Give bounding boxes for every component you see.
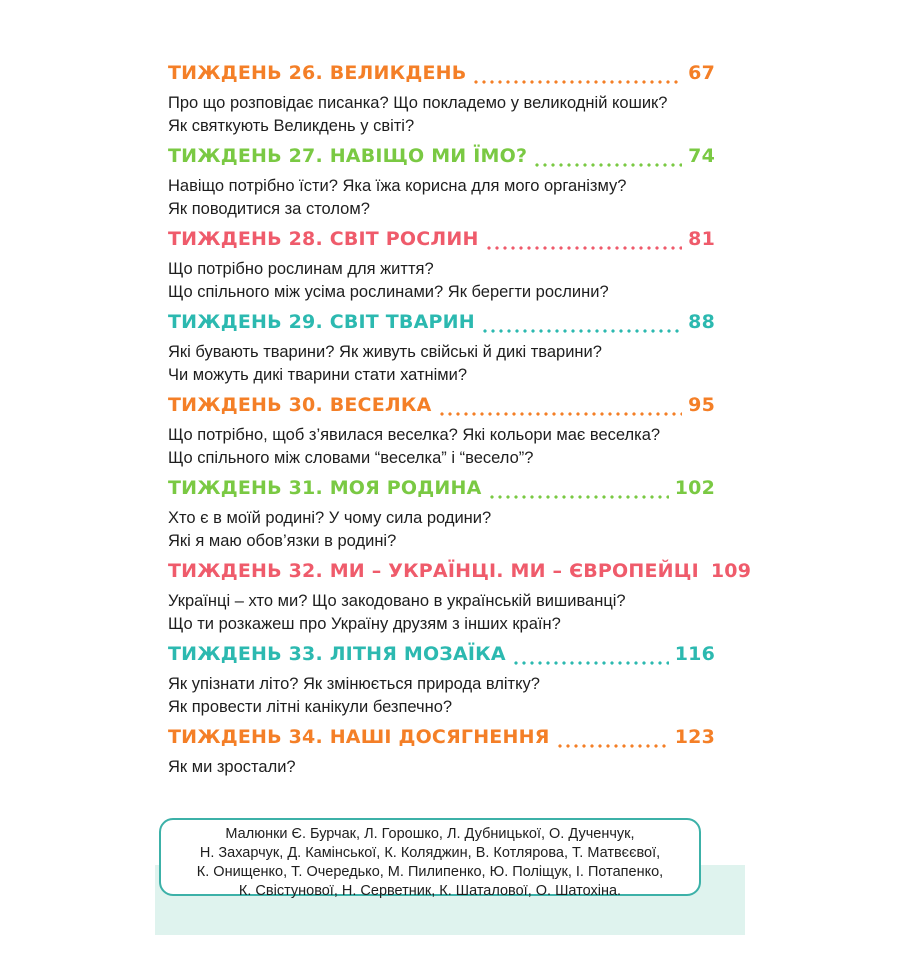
credits-line: К. Онищенко, Т. Очередько, М. Пилипенко, Ю. Поліщук, І. Потапенко,	[196, 864, 664, 880]
toc-page-number: 102	[674, 477, 715, 499]
toc-description-line: Що ти розкажеш про Україну друзям з інших країн?	[168, 615, 561, 633]
dot-leader	[485, 246, 683, 250]
toc-heading[interactable]	[168, 560, 752, 590]
toc-description	[168, 590, 715, 636]
toc-entry	[168, 145, 715, 228]
toc-description	[168, 756, 715, 779]
toc-title: ТИЖДЕНЬ 33. ЛІТНЯ МОЗАЇКА	[168, 643, 506, 665]
dot-leader	[533, 163, 682, 167]
toc-page-number: 88	[688, 311, 715, 333]
toc-page-number: 95	[688, 394, 715, 416]
toc-description-line: Навіщо потрібно їсти? Яка їжа корисна для мого організму?	[168, 177, 627, 195]
toc-title: ТИЖДЕНЬ 29. СВІТ ТВАРИН	[168, 311, 475, 333]
toc-heading[interactable]	[168, 311, 715, 341]
toc-page-number: 123	[674, 726, 715, 748]
toc-heading[interactable]	[168, 62, 715, 92]
toc-description-line: Що потрібно рослинам для життя?	[168, 260, 434, 278]
toc-page-number: 116	[674, 643, 715, 665]
toc-heading[interactable]	[168, 477, 715, 507]
toc-description-line: Хто є в моїй родині? У чому сила родини?	[168, 509, 492, 527]
toc-description-line: Що спільного між усіма рослинами? Як берегти рослини?	[168, 283, 609, 301]
toc-entry	[168, 560, 752, 643]
toc-description-line: Як поводитися за столом?	[168, 200, 370, 218]
toc-title: ТИЖДЕНЬ 28. СВІТ РОСЛИН	[168, 228, 479, 250]
toc-entry	[168, 726, 715, 809]
toc-description-line: Як ми зростали?	[168, 758, 296, 776]
toc-description	[168, 175, 715, 221]
toc-description-line: Які я маю обов’язки в родині?	[168, 532, 397, 550]
toc-entry	[168, 311, 715, 394]
toc-title: ТИЖДЕНЬ 31. МОЯ РОДИНА	[168, 477, 482, 499]
toc-title: ТИЖДЕНЬ 32. МИ – УКРАЇНЦІ. МИ – ЄВРОПЕЙЦІ	[168, 560, 699, 582]
toc-heading[interactable]	[168, 643, 715, 673]
illustrator-credits	[159, 818, 701, 899]
dot-leader	[472, 80, 682, 84]
toc-description	[168, 341, 715, 387]
toc-heading[interactable]	[168, 726, 715, 756]
toc-entry	[168, 477, 715, 560]
toc-title: ТИЖДЕНЬ 26. ВЕЛИКДЕНЬ	[168, 62, 467, 84]
toc-description-line: Українці – хто ми? Що закодовано в українській вишиванці?	[168, 592, 626, 610]
book-page	[155, 40, 752, 935]
toc-description	[168, 92, 715, 138]
credits-line: Малюнки Є. Бурчак, Л. Горошко, Л. Дубницької, О. Дученчук,	[225, 826, 635, 842]
toc-page-number: 67	[688, 62, 715, 84]
toc-heading[interactable]	[168, 145, 715, 175]
dot-leader	[512, 661, 669, 665]
toc-description-line: Що потрібно, щоб з’явилася веселка? Які кольори має веселка?	[168, 426, 661, 444]
credits-line: К. Свістунової, Н. Серветник, К. Шаталової, О. Шатохіна.	[238, 883, 622, 899]
toc-description-line: Про що розповідає писанка? Що покладемо у великодній кошик?	[168, 94, 668, 112]
dot-leader	[481, 329, 682, 333]
toc-description-line: Як упізнати літо? Як змінюється природа влітку?	[168, 675, 540, 693]
toc-heading[interactable]	[168, 228, 715, 258]
toc-entry	[168, 394, 715, 477]
dot-leader	[556, 744, 669, 748]
toc-entry	[168, 62, 715, 145]
toc-description-line: Що спільного між словами “веселка” і “весело”?	[168, 449, 534, 467]
credits-line: Н. Захарчук, Д. Камінської, К. Коляджин, В. Котлярова, Т. Матвєєвої,	[199, 845, 661, 861]
toc-title: ТИЖДЕНЬ 27. НАВІЩО МИ ЇМО?	[168, 145, 528, 167]
toc-title: ТИЖДЕНЬ 34. НАШІ ДОСЯГНЕННЯ	[168, 726, 550, 748]
toc-description	[168, 424, 715, 470]
toc-entry	[168, 643, 715, 726]
toc-heading[interactable]	[168, 394, 715, 424]
toc-page-number: 74	[688, 145, 715, 167]
toc-description-line: Як святкують Великдень у світі?	[168, 117, 415, 135]
table-of-contents	[168, 62, 752, 809]
toc-description-line: Які бувають тварини? Як живуть свійські й дикі тварини?	[168, 343, 602, 361]
toc-description	[168, 507, 715, 553]
toc-entry	[168, 228, 715, 311]
toc-page-number: 109	[710, 560, 752, 582]
dot-leader	[488, 495, 669, 499]
toc-title: ТИЖДЕНЬ 30. ВЕСЕЛКА	[168, 394, 432, 416]
toc-page-number: 81	[688, 228, 715, 250]
toc-description	[168, 258, 715, 304]
toc-description	[168, 673, 715, 719]
toc-description-line: Чи можуть дикі тварини стати хатніми?	[168, 366, 468, 384]
dot-leader	[438, 412, 683, 416]
toc-description-line: Як провести літні канікули безпечно?	[168, 698, 453, 716]
